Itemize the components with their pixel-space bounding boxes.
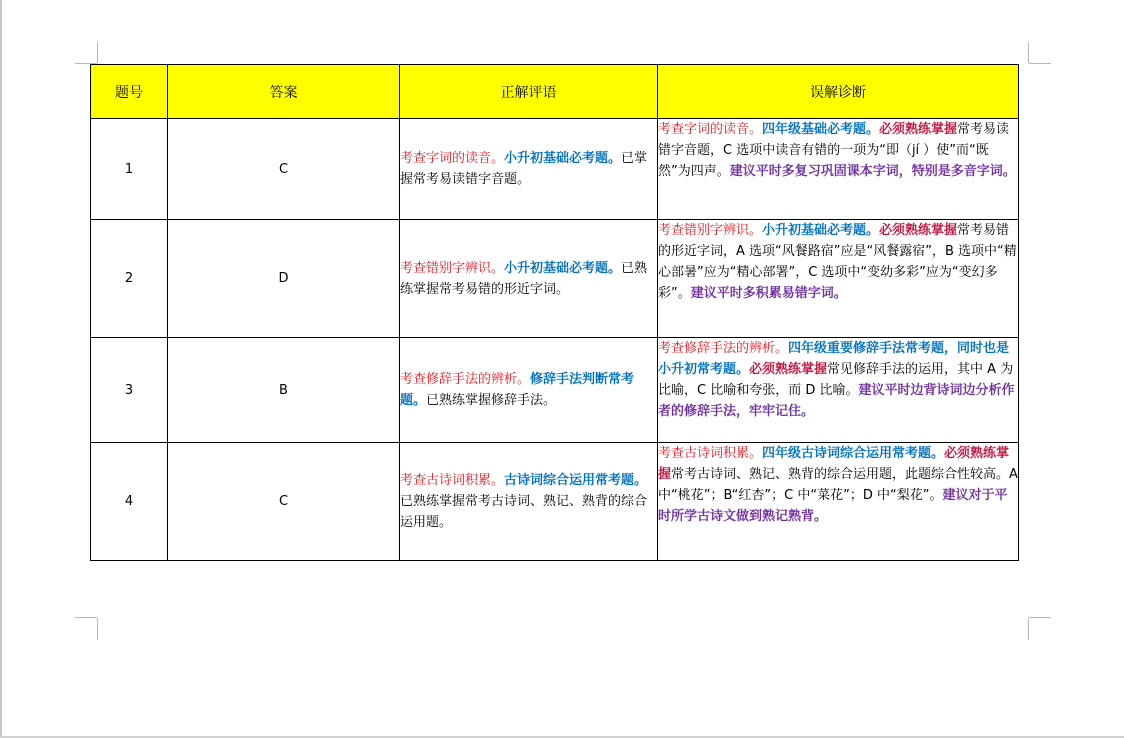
- correct-comment-cell: [400, 220, 658, 338]
- comment-level: 古诗词综合运用常考题。: [504, 473, 648, 488]
- comment-mastery: 已熟练掌握常考古诗词、熟记、熟背的综合运用题。: [400, 494, 648, 530]
- header-answer: 答案: [168, 65, 400, 119]
- diagnosis-must-master: 必须熟练掌握: [749, 362, 828, 377]
- table-row: [91, 443, 1019, 561]
- answer-analysis-table: [90, 64, 1019, 561]
- diagnosis-must-master: 必须熟练掌握: [879, 223, 958, 238]
- diagnosis-must-master: 必须熟练掌握: [879, 122, 958, 137]
- table-row: [91, 338, 1019, 443]
- question-number: 4: [91, 443, 168, 561]
- diagnosis-topic: 考查字词的读音。: [658, 122, 763, 137]
- comment-mastery: 已熟练掌握修辞手法。: [426, 393, 557, 408]
- comment-mastery: 已熟练掌握常考易错的形近字词。: [400, 260, 648, 297]
- diagnosis-must-master: 必须熟练掌握: [658, 446, 1010, 482]
- diagnosis-suggestion: 建议平时边背诗词边分析作者的修辞手法，牢牢记住。: [658, 383, 1015, 419]
- correct-comment-cell: [400, 338, 658, 443]
- table-header-row: [91, 65, 1019, 119]
- diagnosis-topic: 考查错别字辨识。: [658, 223, 763, 238]
- table-row: [91, 220, 1019, 338]
- comment-mastery: 已掌握常考易读错字音题。: [400, 151, 648, 187]
- answer-cell: C: [168, 119, 400, 220]
- diagnosis-level: 四年级重要修辞手法常考题，同时也是小升初常考题。: [658, 341, 1010, 377]
- diagnosis-detail: 常考易读错字音题，C 选项中读音有错的一项为“即（jí ）使”而“既然”为四声。: [658, 122, 1010, 179]
- diagnosis-suggestion: 建议平时多复习巩固课本字词，特别是多音字词。: [729, 164, 1016, 179]
- comment-topic: 考查古诗词积累。: [400, 473, 505, 488]
- answer-cell: B: [168, 338, 400, 443]
- header-question-number: 题号: [91, 65, 168, 119]
- answer-cell: D: [168, 220, 400, 338]
- comment-topic: 考查修辞手法的辨析。: [400, 372, 531, 387]
- error-diagnosis-cell: [658, 220, 1019, 338]
- diagnosis-level: 四年级古诗词综合运用常考题。: [762, 446, 945, 461]
- diagnosis-detail: 常考易错的形近字词，A 选项“风餐路宿”应是“风餐露宿”，B 选项中“精心部暑”应为“精心部署”，C 选项中“变幼多彩”应为“变幻多彩”。: [658, 223, 1017, 301]
- diagnosis-topic: 考查古诗词积累。: [658, 446, 763, 461]
- comment-level: 小升初基础必考题。: [504, 151, 622, 166]
- comment-topic: 考查字词的读音。: [400, 151, 505, 166]
- error-diagnosis-cell: [658, 119, 1019, 220]
- question-number: 2: [91, 220, 168, 338]
- error-diagnosis-cell: [658, 443, 1019, 561]
- header-error-diagnosis: 误解诊断: [658, 65, 1019, 119]
- diagnosis-level: 四年级基础必考题。: [762, 122, 880, 137]
- diagnosis-suggestion: 建议平时多积累易错字词。: [690, 286, 847, 301]
- diagnosis-detail: 常见修辞手法的运用，其中 A 为比喻，C 比喻和夸张，而 D 比喻。: [658, 362, 1014, 398]
- header-correct-comment: 正解评语: [400, 65, 658, 119]
- diagnosis-detail: 常考古诗词、熟记、熟背的综合运用题，此题综合性较高。A 中“桃花”；B“红杏”；C 中“菜花”；D 中“梨花”。: [658, 467, 1018, 503]
- diagnosis-suggestion: 建议对于平时所学古诗文做到熟记熟背。: [658, 488, 1008, 524]
- error-diagnosis-cell: [658, 338, 1019, 443]
- comment-level: 修辞手法判断常考题。: [400, 372, 635, 408]
- answer-cell: C: [168, 443, 400, 561]
- table-row: [91, 119, 1019, 220]
- correct-comment-cell: [400, 443, 658, 561]
- comment-topic: 考查错别字辨识。: [400, 260, 505, 276]
- correct-comment-cell: [400, 119, 658, 220]
- comment-level: 小升初基础必考题。: [504, 260, 622, 276]
- diagnosis-topic: 考查修辞手法的辨析。: [658, 341, 789, 356]
- question-number: 3: [91, 338, 168, 443]
- question-number: 1: [91, 119, 168, 220]
- diagnosis-level: 小升初基础必考题。: [762, 223, 880, 238]
- page-left-edge: [0, 0, 2, 738]
